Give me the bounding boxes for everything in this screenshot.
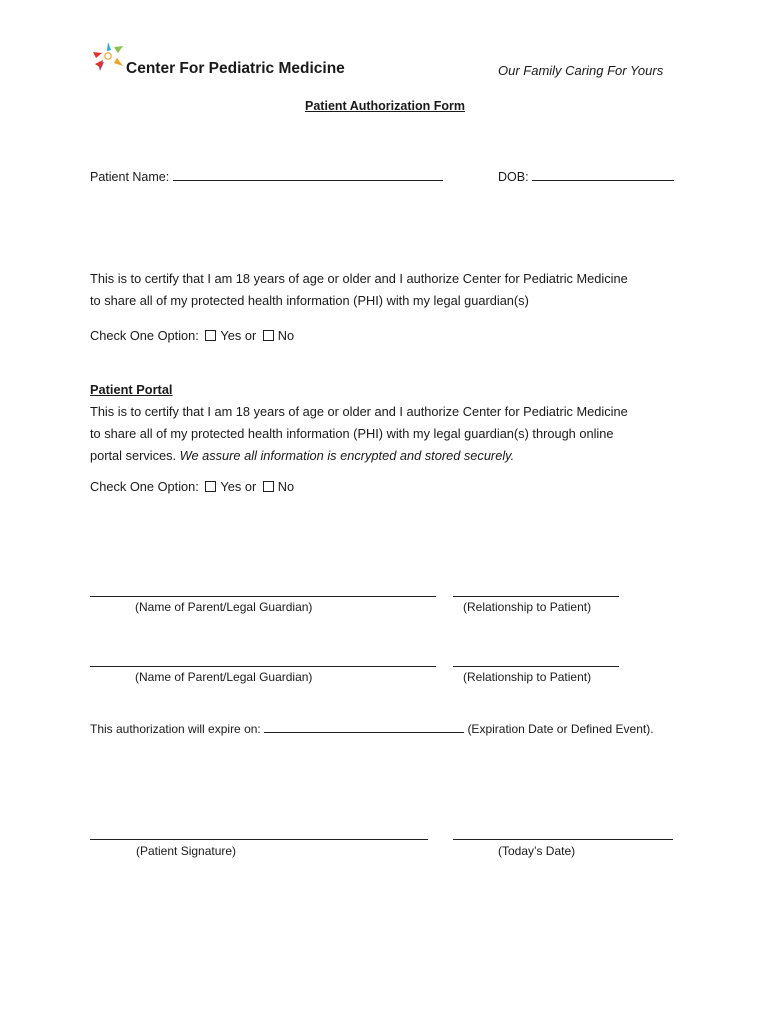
patient-portal-section bbox=[90, 379, 690, 467]
logo-hands bbox=[93, 42, 123, 71]
portal-check-option bbox=[90, 479, 294, 494]
form-title: Patient Authorization Form bbox=[305, 99, 465, 113]
organization-tagline: Our Family Caring For Yours bbox=[498, 63, 664, 78]
no-checkbox[interactable] bbox=[263, 330, 274, 341]
encryption-assurance-text: We assure all information is encrypted and stored securely. bbox=[179, 448, 515, 463]
no-checkbox[interactable] bbox=[263, 481, 274, 492]
patient-signature-line[interactable] bbox=[90, 839, 428, 840]
relationship-caption: (Relationship to Patient) bbox=[463, 670, 592, 684]
dob-blank[interactable] bbox=[532, 168, 674, 181]
phi-authorization-paragraph bbox=[90, 268, 690, 312]
patient-name-blank[interactable] bbox=[173, 168, 443, 181]
guardian-name-caption: (Name of Parent/Legal Guardian) bbox=[135, 670, 313, 684]
patient-name-field[interactable] bbox=[90, 168, 443, 184]
relationship-line[interactable] bbox=[453, 596, 619, 597]
paragraph-line: to share all of my protected health information (PHI) with my legal guardian(s) through online bbox=[90, 426, 614, 441]
patient-portal-heading: Patient Portal bbox=[90, 382, 173, 397]
paragraph-line: This is to certify that I am 18 years of age or older and I authorize Center for Pediatric Medicine bbox=[90, 271, 628, 286]
yes-label: Yes or bbox=[220, 479, 257, 494]
dob-label: DOB: bbox=[498, 170, 529, 184]
phi-check-option bbox=[90, 328, 294, 343]
expiration-suffix: (Expiration Date or Defined Event). bbox=[467, 722, 654, 736]
patient-signature-caption: (Patient Signature) bbox=[136, 844, 237, 858]
expiration-line bbox=[90, 722, 654, 736]
paragraph-line: This is to certify that I am 18 years of age or older and I authorize Center for Pediatric Medicine bbox=[90, 404, 628, 419]
paragraph-text: portal services. bbox=[90, 448, 180, 463]
check-option-label: Check One Option: bbox=[90, 328, 199, 343]
organization-name: Center For Pediatric Medicine bbox=[126, 60, 345, 77]
guardian-name-caption: (Name of Parent/Legal Guardian) bbox=[135, 600, 313, 614]
no-label: No bbox=[277, 328, 295, 343]
todays-date-caption: (Today’s Date) bbox=[498, 844, 576, 858]
dob-field[interactable] bbox=[498, 168, 674, 184]
yes-label: Yes or bbox=[220, 328, 257, 343]
paragraph-line bbox=[90, 445, 690, 467]
organization-logo-icon bbox=[90, 38, 126, 74]
relationship-line[interactable] bbox=[453, 666, 619, 667]
yes-checkbox[interactable] bbox=[205, 481, 216, 492]
guardian-name-line[interactable] bbox=[90, 596, 436, 597]
paragraph-line: to share all of my protected health information (PHI) with my legal guardian(s) bbox=[90, 293, 529, 308]
no-label: No bbox=[277, 479, 295, 494]
relationship-caption: (Relationship to Patient) bbox=[463, 600, 592, 614]
expiration-prefix: This authorization will expire on: bbox=[90, 722, 261, 736]
patient-name-label: Patient Name: bbox=[90, 170, 170, 184]
todays-date-line[interactable] bbox=[453, 839, 673, 840]
yes-checkbox[interactable] bbox=[205, 330, 216, 341]
guardian-name-line[interactable] bbox=[90, 666, 436, 667]
expiration-blank[interactable] bbox=[264, 722, 464, 733]
check-option-label: Check One Option: bbox=[90, 479, 199, 494]
